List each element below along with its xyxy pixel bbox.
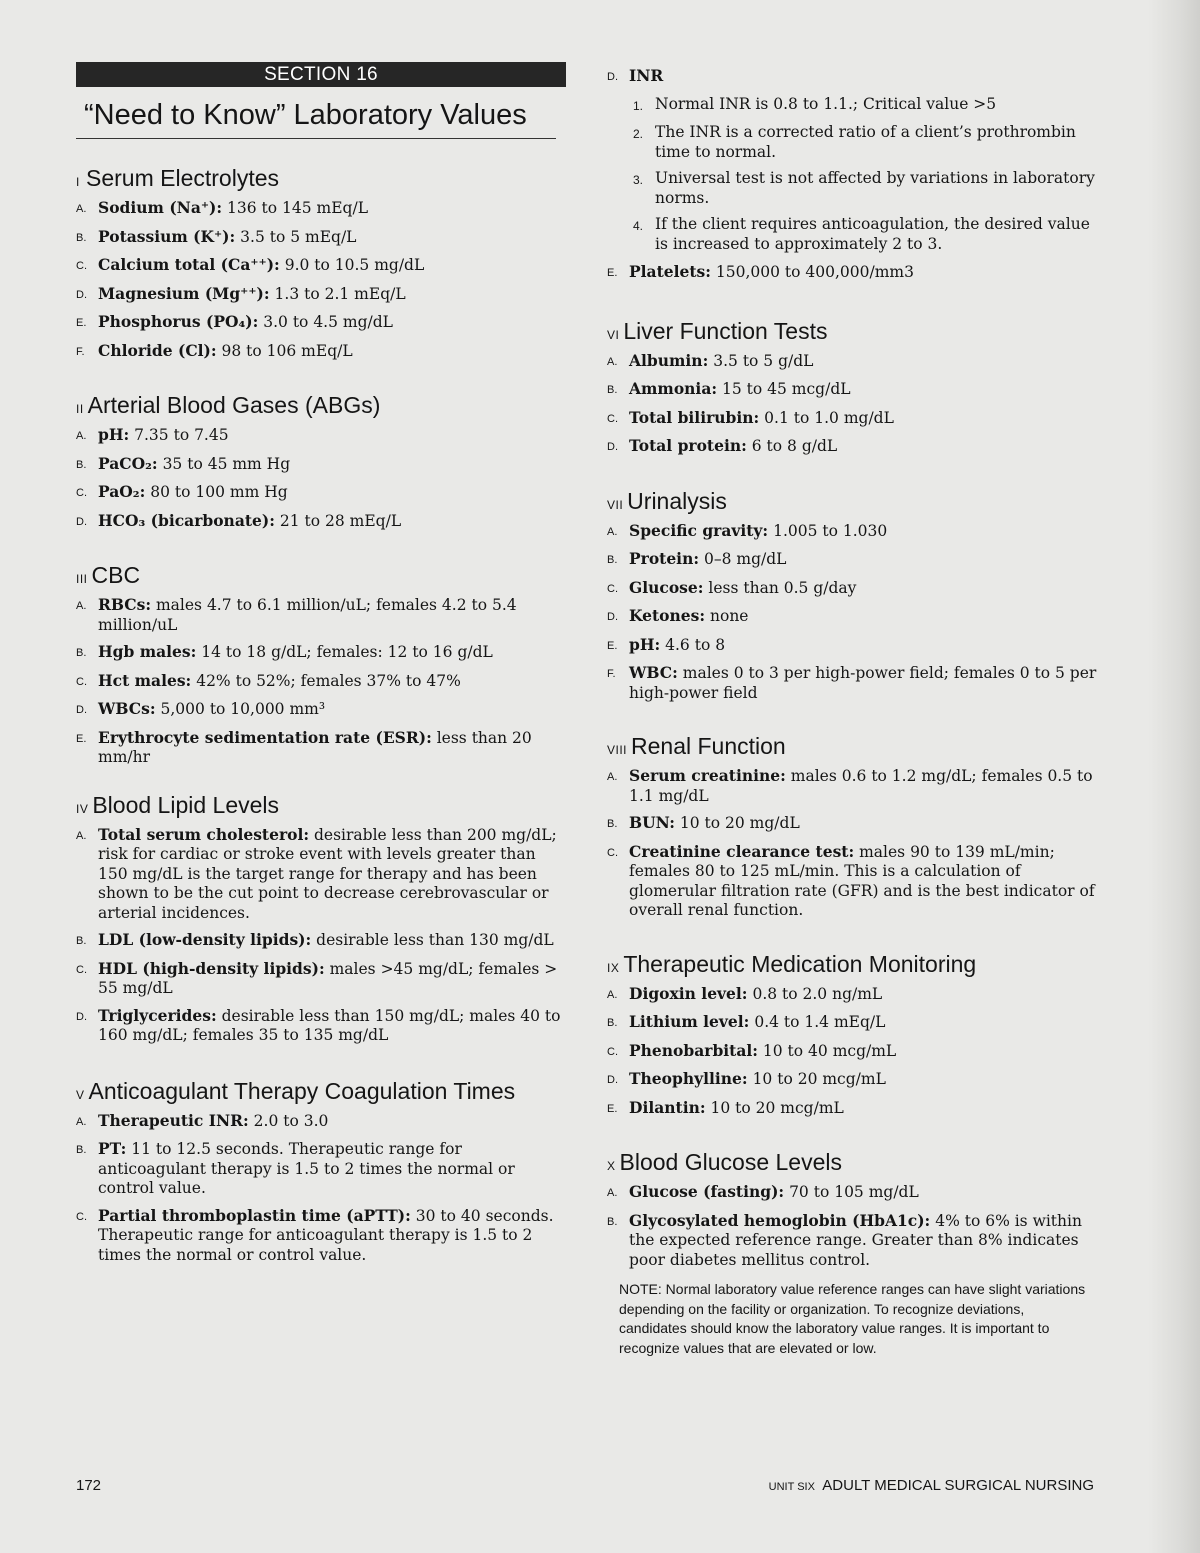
item-value: 136 to 145 mEq/L — [222, 199, 368, 217]
item-letter: A. — [76, 829, 87, 842]
item-value: 42% to 52%; females 37% to 47% — [191, 671, 461, 690]
item-letter: B. — [76, 231, 87, 244]
item-term: WBC: — [629, 663, 678, 682]
item-term: Lithium level: — [629, 1012, 750, 1031]
item-term: Platelets: — [629, 262, 711, 281]
item-text — [629, 1069, 1097, 1091]
item-text — [98, 1139, 566, 1199]
item-text — [629, 379, 1097, 401]
item-letter: B. — [76, 935, 87, 947]
item-term: Glycosylated hemoglobin (HbA1c): — [629, 1210, 931, 1230]
item-letter: A. — [607, 988, 618, 1001]
item-letter: A. — [607, 355, 618, 368]
item-value: 80 to 100 mm Hg — [145, 483, 288, 501]
item-list — [607, 766, 1097, 921]
item-letter: B. — [607, 554, 618, 566]
item-value: 0.1 to 1.0 mg/dL — [759, 408, 894, 427]
list-item — [76, 227, 566, 249]
item-letter: D. — [607, 1074, 618, 1086]
item-letter: C. — [76, 1210, 87, 1223]
list-item — [607, 262, 1097, 284]
list-item — [607, 984, 1097, 1006]
item-text — [98, 1206, 566, 1266]
item-value: 3.0 to 4.5 mg/dL — [258, 313, 393, 331]
left-column — [76, 62, 566, 1272]
item-term: Hgb males: — [98, 642, 197, 661]
item-letter: D. — [607, 441, 618, 453]
item-term: Calcium total (Ca⁺⁺): — [98, 255, 280, 274]
list-item — [76, 1111, 566, 1133]
item-term: PaO₂: — [98, 482, 146, 501]
list-item — [76, 198, 566, 220]
item-term: LDL (low-density lipids): — [98, 930, 312, 949]
item-term: Digoxin level: — [629, 983, 748, 1003]
item-text — [98, 595, 566, 635]
section-cbc — [76, 562, 566, 768]
item-value: 70 to 105 mg/dL — [784, 1183, 919, 1201]
item-letter: C. — [607, 412, 618, 425]
item-letter: C. — [607, 1045, 618, 1058]
numbered-item — [607, 95, 1097, 117]
item-number: 1. — [633, 98, 644, 113]
list-item — [607, 766, 1097, 806]
roman-numeral: II — [76, 402, 84, 416]
item-text — [629, 842, 1097, 921]
item-letter: D. — [76, 704, 87, 716]
list-item — [607, 635, 1097, 657]
item-term: Total serum cholesterol: — [98, 824, 310, 844]
item-value: 15 to 45 mcg/dL — [717, 380, 851, 398]
list-item — [76, 671, 566, 693]
item-term: Glucose (fasting): — [629, 1182, 785, 1201]
item-letter: B. — [607, 1215, 618, 1228]
roman-numeral: VI — [607, 327, 620, 342]
item-term: HCO₃ (bicarbonate): — [98, 510, 275, 530]
section-blood-lipids — [76, 792, 566, 1046]
item-value: 14 to 18 g/dL; females: 12 to 16 g/dL — [196, 643, 493, 661]
item-text — [98, 255, 566, 277]
item-text: The INR is a corrected ratio of a client’s prothrombin time to normal. — [655, 123, 1076, 161]
numbered-item — [607, 123, 1097, 162]
item-letter: E. — [76, 732, 87, 745]
item-term: Hct males: — [98, 670, 192, 690]
item-letter: C. — [76, 963, 87, 976]
item-text — [98, 511, 566, 533]
item-term: PaCO₂: — [98, 453, 158, 473]
list-item — [76, 284, 566, 306]
section-title: Therapeutic Medication Monitoring — [623, 950, 977, 977]
roman-numeral: V — [76, 1087, 85, 1102]
section-title: Blood Lipid Levels — [92, 791, 280, 818]
item-value: 0–8 mg/dL — [699, 550, 787, 568]
list-item — [76, 1139, 566, 1199]
item-text — [98, 642, 566, 664]
item-value: 10 to 20 mcg/mL — [705, 1098, 844, 1117]
item-letter: B. — [607, 1017, 618, 1029]
item-letter: E. — [607, 1102, 618, 1115]
item-value: 30 to 40 seconds. Therapeutic range for anticoagulant therapy is 1.5 to 2 times the normal or control value. — [98, 1206, 554, 1264]
section-serum-electrolytes — [76, 165, 566, 362]
note-text: Normal laboratory value reference ranges can have slight variations depending on the facility or organization. To recognize deviations, candidates should know the laboratory value ranges. It is important to recognize values that are elevated or low. — [619, 1281, 1086, 1356]
roman-numeral: III — [76, 572, 88, 586]
roman-numeral: IX — [607, 960, 620, 975]
item-value: males 4.7 to 6.1 million/uL; females 4.2 to 5.4 million/uL — [98, 596, 517, 634]
item-text — [98, 425, 566, 447]
list-item — [607, 813, 1097, 835]
item-letter: E. — [607, 639, 618, 652]
item-letter: A. — [76, 430, 87, 442]
item-term: pH: — [98, 425, 130, 444]
item-term: Dilantin: — [629, 1097, 706, 1117]
numbered-item — [607, 169, 1097, 208]
item-term: Albumin: — [629, 350, 709, 370]
item-letter: C. — [76, 675, 87, 688]
item-value: 7.35 to 7.45 — [129, 426, 229, 444]
item-value: 10 to 20 mcg/mL — [747, 1070, 886, 1088]
section-heading — [76, 792, 566, 819]
item-value: males 90 to 139 mL/min; females 80 to 125 mL/min. This is a calculation of glomerular filtration rate (GFR) and is the best indicator of overall renal function. — [629, 842, 1095, 919]
item-list — [607, 351, 1097, 458]
list-item — [76, 312, 566, 334]
item-term: Phenobarbital: — [629, 1040, 758, 1060]
item-text — [98, 825, 566, 924]
roman-numeral: X — [607, 1159, 616, 1173]
section-title: Blood Glucose Levels — [619, 1149, 842, 1175]
item-term: Serum creatinine: — [629, 766, 786, 785]
item-term: Glucose: — [629, 577, 704, 597]
page-title: “Need to Know” Laboratory Values — [76, 99, 556, 139]
item-value: 1.3 to 2.1 mEq/L — [269, 284, 406, 303]
list-item — [607, 1211, 1097, 1271]
item-text — [629, 1182, 1097, 1204]
item-value: 5,000 to 10,000 mm³ — [155, 700, 326, 718]
item-letter: A. — [607, 525, 618, 538]
section-title: Serum Electrolytes — [86, 165, 280, 191]
item-number: 2. — [633, 127, 644, 141]
item-text — [629, 521, 1097, 543]
section-heading — [76, 392, 566, 419]
item-value: males 0.6 to 1.2 mg/dL; females 0.5 to 1.1 mg/dL — [629, 767, 1093, 805]
item-value: males >45 mg/dL; females > 55 mg/dL — [98, 959, 558, 997]
numbered-item — [607, 215, 1097, 254]
item-value: 3.5 to 5 g/dL — [708, 351, 814, 370]
item-letter: D. — [76, 288, 87, 301]
item-text — [629, 1211, 1097, 1271]
item-letter: C. — [76, 487, 87, 499]
item-term: Erythrocyte sedimentation rate (ESR): — [98, 727, 432, 747]
list-item — [607, 1069, 1097, 1091]
section-heading — [607, 318, 1097, 345]
section-medication-monitoring — [607, 951, 1097, 1120]
inr-block — [607, 66, 1097, 284]
item-number: 4. — [633, 219, 644, 233]
item-text — [98, 284, 566, 306]
section-heading — [76, 165, 566, 192]
item-text — [629, 1041, 1097, 1063]
item-value: 10 to 40 mcg/mL — [757, 1041, 897, 1060]
list-item — [607, 521, 1097, 543]
list-item — [76, 699, 566, 721]
item-value: 35 to 45 mm Hg — [157, 454, 291, 473]
section-title: Renal Function — [631, 733, 786, 759]
item-term: Therapeutic INR: — [98, 1110, 249, 1130]
item-letter: B. — [607, 384, 618, 396]
section-anticoagulant — [76, 1078, 566, 1266]
item-term: Theophylline: — [629, 1069, 748, 1088]
item-value: 4.6 to 8 — [660, 635, 726, 654]
list-item — [76, 454, 566, 476]
item-term: INR — [629, 66, 664, 85]
section-title: Anticoagulant Therapy Coagulation Times — [88, 1077, 516, 1104]
item-value: 9.0 to 10.5 mg/dL — [279, 256, 425, 274]
item-letter: A. — [607, 1187, 618, 1199]
item-term: pH: — [629, 634, 661, 654]
item-text — [629, 578, 1097, 600]
note-label: NOTE: — [619, 1281, 662, 1297]
item-text — [629, 549, 1097, 571]
item-term: Ammonia: — [629, 379, 718, 398]
page-edge-shadow — [1148, 0, 1200, 1553]
item-letter: E. — [76, 317, 87, 329]
item-text — [98, 198, 566, 220]
list-item — [607, 1041, 1097, 1063]
roman-numeral: VII — [607, 497, 624, 512]
item-value: less than 0.5 g/day — [703, 578, 857, 597]
section-heading — [607, 733, 1097, 760]
list-item — [76, 425, 566, 447]
section-renal-function — [607, 733, 1097, 921]
item-letter: B. — [76, 458, 87, 471]
section-bar: SECTION 16 — [76, 62, 566, 87]
list-item — [607, 663, 1097, 703]
item-term: Potassium (K⁺): — [98, 226, 236, 246]
roman-numeral: IV — [76, 801, 89, 816]
item-letter: C. — [607, 582, 618, 595]
item-value: 3.5 to 5 mEq/L — [235, 227, 357, 246]
item-text — [98, 699, 566, 721]
item-text — [98, 341, 566, 363]
item-letter: F. — [607, 668, 616, 680]
item-text — [98, 312, 566, 334]
item-value: 10 to 20 mg/dL — [674, 814, 800, 832]
item-letter: E. — [607, 267, 618, 279]
item-letter: B. — [76, 1144, 87, 1156]
section-title: Liver Function Tests — [623, 317, 828, 344]
list-item — [607, 436, 1097, 458]
list-item — [607, 379, 1097, 401]
item-term: Triglycerides: — [98, 1005, 217, 1025]
item-text — [98, 930, 566, 952]
item-letter: F. — [76, 345, 85, 358]
item-text — [629, 606, 1097, 628]
item-text — [629, 766, 1097, 806]
item-term: Phosphorus (PO₄): — [98, 312, 259, 331]
unit-label: UNIT SIX — [768, 1481, 815, 1493]
item-term: Total bilirubin: — [629, 407, 760, 427]
item-value: 6 to 8 g/dL — [746, 437, 838, 455]
item-term: BUN: — [629, 813, 675, 832]
list-item — [607, 1012, 1097, 1034]
list-item — [607, 606, 1097, 628]
item-letter: A. — [76, 1115, 87, 1128]
item-text — [98, 1111, 566, 1133]
list-item — [76, 728, 566, 768]
item-text: Normal INR is 0.8 to 1.1.; Critical value >5 — [655, 94, 997, 113]
item-term: Creatinine clearance test: — [629, 841, 855, 861]
list-item — [607, 1182, 1097, 1204]
list-item — [76, 482, 566, 504]
item-value: 0.8 to 2.0 ng/mL — [747, 984, 883, 1003]
item-list — [76, 425, 566, 532]
item-value: 1.005 to 1.030 — [768, 521, 888, 540]
item-text — [629, 408, 1097, 430]
list-item — [607, 578, 1097, 600]
list-item — [76, 959, 566, 999]
section-urinalysis — [607, 488, 1097, 704]
list-item — [76, 595, 566, 635]
list-item — [76, 1206, 566, 1266]
item-value: males 0 to 3 per high-power field; females 0 to 5 per high-power field — [629, 664, 1097, 702]
item-letter: B. — [76, 647, 87, 659]
list-item — [607, 66, 1097, 88]
page-number: 172 — [76, 1477, 102, 1494]
item-text — [629, 663, 1097, 703]
list-item — [607, 842, 1097, 921]
item-text — [629, 1098, 1097, 1120]
list-item — [76, 511, 566, 533]
list-item — [76, 642, 566, 664]
item-list — [76, 198, 566, 362]
roman-numeral: VIII — [607, 743, 628, 757]
item-letter: D. — [607, 71, 618, 83]
section-heading — [607, 951, 1097, 978]
item-value: none — [705, 607, 749, 625]
list-item — [76, 1006, 566, 1046]
unit-title: ADULT MEDICAL SURGICAL NURSING — [822, 1477, 1094, 1494]
item-text — [98, 482, 566, 504]
item-value: less than 20 mm/hr — [98, 728, 532, 766]
list-item — [76, 341, 566, 363]
item-letter: D. — [607, 611, 618, 623]
item-term: Magnesium (Mg⁺⁺): — [98, 283, 270, 303]
item-text — [98, 959, 566, 999]
item-text — [98, 728, 566, 768]
item-value: 0.4 to 1.4 mEq/L — [749, 1013, 886, 1031]
item-term: Partial thromboplastin time (aPTT): — [98, 1205, 411, 1225]
item-term: Protein: — [629, 549, 700, 568]
item-term: HDL (high-density lipids): — [98, 958, 325, 978]
list-item — [76, 930, 566, 952]
inr-points — [607, 95, 1097, 255]
item-list — [76, 1111, 566, 1266]
list-item — [607, 549, 1097, 571]
item-text — [98, 671, 566, 693]
note-paragraph — [619, 1280, 1089, 1358]
item-text — [629, 1012, 1097, 1034]
roman-numeral: I — [76, 175, 80, 189]
item-text — [98, 227, 566, 249]
item-letter: A. — [76, 600, 87, 612]
item-letter: C. — [607, 846, 618, 859]
section-heading — [607, 1149, 1097, 1176]
item-number: 3. — [633, 173, 644, 187]
item-list — [607, 984, 1097, 1120]
item-term: Total protein: — [629, 436, 747, 455]
item-value: 98 to 106 mEq/L — [216, 341, 353, 360]
section-heading — [607, 488, 1097, 515]
item-list — [607, 521, 1097, 704]
item-term: RBCs: — [98, 595, 152, 614]
item-letter: A. — [607, 771, 618, 783]
item-text — [98, 1006, 566, 1046]
item-text — [98, 454, 566, 476]
section-heading — [76, 1078, 566, 1105]
section-liver-function — [607, 318, 1097, 458]
item-text — [629, 351, 1097, 373]
item-letter: D. — [76, 515, 87, 528]
running-footer — [769, 1477, 1094, 1494]
item-value: desirable less than 130 mg/dL — [311, 931, 554, 949]
item-term: WBCs: — [98, 699, 156, 718]
item-letter: D. — [76, 1010, 87, 1023]
item-letter: C. — [76, 260, 87, 272]
item-value: desirable less than 150 mg/dL; males 40 to 160 mg/dL; females 35 to 135 mg/dL — [98, 1006, 561, 1044]
item-list — [76, 595, 566, 768]
item-text — [629, 984, 1097, 1006]
list-item — [607, 408, 1097, 430]
item-term: Sodium (Na⁺): — [98, 198, 223, 217]
section-title: Arterial Blood Gases (ABGs) — [87, 392, 381, 418]
item-term: Ketones: — [629, 606, 706, 625]
item-term: Specific gravity: — [629, 520, 769, 540]
item-text — [629, 635, 1097, 657]
list-item — [76, 255, 566, 277]
section-title: Urinalysis — [627, 487, 727, 514]
item-text: If the client requires anticoagulation, the desired value is increased to approximately 2 to 3. — [655, 215, 1090, 253]
item-list — [76, 825, 566, 1046]
item-letter: A. — [76, 203, 87, 215]
item-value: 4% to 6% is within the expected reference range. Greater than 8% indicates poor diabetes mellitus control. — [629, 1211, 1082, 1269]
item-term: Chloride (Cl): — [98, 340, 217, 360]
item-value: 21 to 28 mEq/L — [274, 511, 402, 530]
section-blood-glucose — [607, 1149, 1097, 1270]
right-column — [607, 62, 1097, 1358]
item-letter: B. — [607, 818, 618, 830]
section-title: CBC — [91, 562, 141, 588]
item-value: 2.0 to 3.0 — [248, 1111, 329, 1130]
item-value: 150,000 to 400,000/mm3 — [710, 263, 914, 281]
list-item — [76, 825, 566, 924]
item-term: PT: — [98, 1139, 127, 1158]
item-text — [629, 436, 1097, 458]
list-item — [607, 351, 1097, 373]
item-value: 11 to 12.5 seconds. Therapeutic range for anticoagulant therapy is 1.5 to 2 times the normal or control value. — [98, 1140, 515, 1197]
item-list — [607, 1182, 1097, 1270]
section-heading — [76, 562, 566, 589]
section-abgs — [76, 392, 566, 532]
item-text — [629, 813, 1097, 835]
item-value: desirable less than 200 mg/dL; risk for cardiac or stroke event with levels greater than 150 mg/dL is the target range for therapy and has been shown to be the cut point to decrease cerebrovascular or arterial incidences. — [98, 825, 557, 922]
list-item — [607, 1098, 1097, 1120]
item-text: Universal test is not affected by variations in laboratory norms. — [655, 169, 1095, 207]
